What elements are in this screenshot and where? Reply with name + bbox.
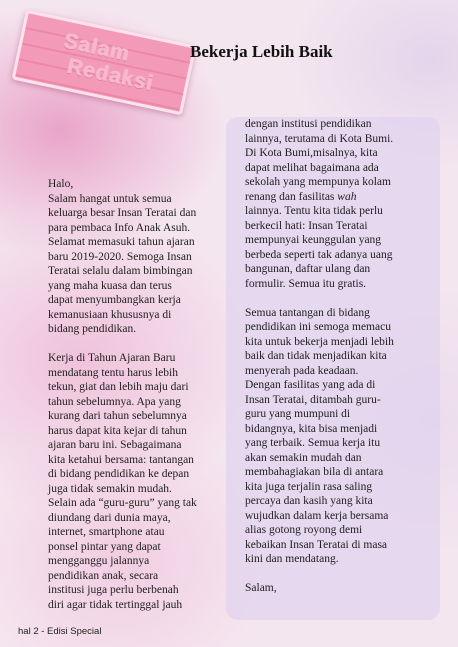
text-line: tahun sebelumnya. Apa yang: [48, 395, 181, 408]
text-line: dapat menyumbangkan kerja: [48, 294, 181, 306]
closing: Salam,: [245, 582, 277, 594]
salam-redaksi-badge: [12, 10, 197, 116]
text-line: pendidikan anak, secara: [48, 569, 159, 582]
text-line: berbeda seperti tak adanya uang: [245, 248, 393, 261]
text-line: lainnya. Tentu kita tidak perlu: [245, 205, 383, 217]
text-line: kita untuk bekerja menjadi lebih: [245, 335, 394, 348]
text-line: para pembaca Info Anak Asuh.: [48, 221, 191, 234]
text-line: harus dapat kita kejar di tahun: [48, 424, 187, 437]
text-line: mendatang tentu harus lebih: [48, 366, 178, 379]
text-line: diri agar tidak tertinggal jauh: [48, 598, 183, 611]
left-column: [48, 177, 228, 612]
text-line: sekolah yang mempunya kolam: [245, 176, 391, 188]
text-line: dapat melihat bagaimana ada: [245, 161, 379, 174]
text-line: menyerah pada keadaan.: [245, 364, 359, 377]
text-line: bidangnya, kita bisa menjadi: [245, 422, 378, 435]
text-line: akan semakin mudah dan: [245, 451, 362, 464]
italic-word: wah: [337, 190, 357, 203]
text-line: Teratai selalu dalam bimbingan: [48, 265, 193, 277]
text-line: lainnya, terutama di Kota Bumi.: [245, 132, 394, 145]
text-line: kita ketahui bersama: tantangan: [48, 453, 194, 466]
right-paragraph-2: [245, 306, 440, 567]
text-line: pendidikan ini semoga memacu: [245, 321, 391, 333]
text-line: kebaikan Insan Teratai di masa: [245, 538, 388, 551]
greeting: Halo,: [48, 178, 74, 190]
text-line: guru yang mumpuni di: [245, 408, 351, 420]
text-line: mempunyai keunggulan yang: [245, 234, 382, 246]
text-line: Insan Teratai, ditambah guru-: [245, 393, 381, 406]
text-line: dengan institusi pendidikan: [245, 118, 372, 130]
left-paragraph-1: [48, 192, 228, 337]
text-line: tekun, giat dan lebih maju dari: [48, 381, 189, 393]
text-line: di bidang pendidikan ke depan: [48, 468, 190, 480]
text-line: yang maha kuasa dan terus: [48, 279, 172, 292]
badge-line-2: Redaksi: [65, 54, 156, 96]
text-line: kita juga terjalin rasa saling: [245, 480, 373, 493]
text-line: Di Kota Bumi,misalnya, kita: [245, 147, 378, 159]
text-line: formulir. Semua itu gratis.: [245, 277, 367, 290]
text-line: ajaran baru ini. Sebagaimana: [48, 439, 182, 451]
text-line: yang terbaik. Semua kerja itu: [245, 437, 381, 449]
text-line: alias gotong royong demi: [245, 524, 363, 536]
text-line: membahagiakan bila di antara: [245, 466, 384, 478]
right-paragraph-1: [245, 117, 440, 291]
text-line: juga tidak semakin mudah.: [48, 482, 172, 495]
text-line: baik dan tidak menjadikan kita: [245, 350, 387, 362]
text-line: mengganggu jalannya: [48, 555, 150, 567]
right-column: [245, 117, 440, 596]
text-line: institusi juga perlu berbenah: [48, 584, 179, 596]
text-line: Semua tantangan di bidang: [245, 306, 370, 319]
text-line: baru 2019-2020. Semoga Insan: [48, 250, 192, 263]
text-line: kemanusiaan khususnya di: [48, 308, 172, 321]
text-line: bangunan, daftar ulang dan: [245, 263, 371, 275]
text-line: Salam hangat untuk semua: [48, 192, 172, 205]
text-line: renang dan fasilitas wah: [245, 190, 357, 203]
text-line: Kerja di Tahun Ajaran Baru: [48, 352, 176, 364]
text-line: keluarga besar Insan Teratai dan: [48, 207, 197, 219]
text-line: wujudkan dalam kerja bersama: [245, 509, 389, 522]
text-line: ponsel pintar yang dapat: [48, 540, 161, 553]
text-line: internet, smartphone atau: [48, 526, 165, 538]
text-line: percaya dan kasih yang kita: [245, 495, 373, 507]
text-line: bidang pendidikan.: [48, 323, 137, 335]
article-title: Bekerja Lebih Baik: [190, 42, 333, 61]
left-paragraph-2: [48, 351, 228, 612]
text-line: berkecil hati: Insan Teratai: [245, 219, 368, 232]
page-footer: hal 2 - Edisi Special: [18, 626, 102, 637]
badge-line-1: Salam: [61, 29, 133, 66]
text-line: Selamat memasuki tahun ajaran: [48, 236, 195, 248]
text-line: Dengan fasilitas yang ada di: [245, 379, 376, 391]
text-line: Selain ada “guru-guru” yang tak: [48, 497, 197, 509]
text-line: diundang dari dunia maya,: [48, 511, 171, 524]
text-line: kini dan mendatang.: [245, 553, 339, 565]
text-line: kurang dari tahun sebelumnya: [48, 410, 187, 422]
